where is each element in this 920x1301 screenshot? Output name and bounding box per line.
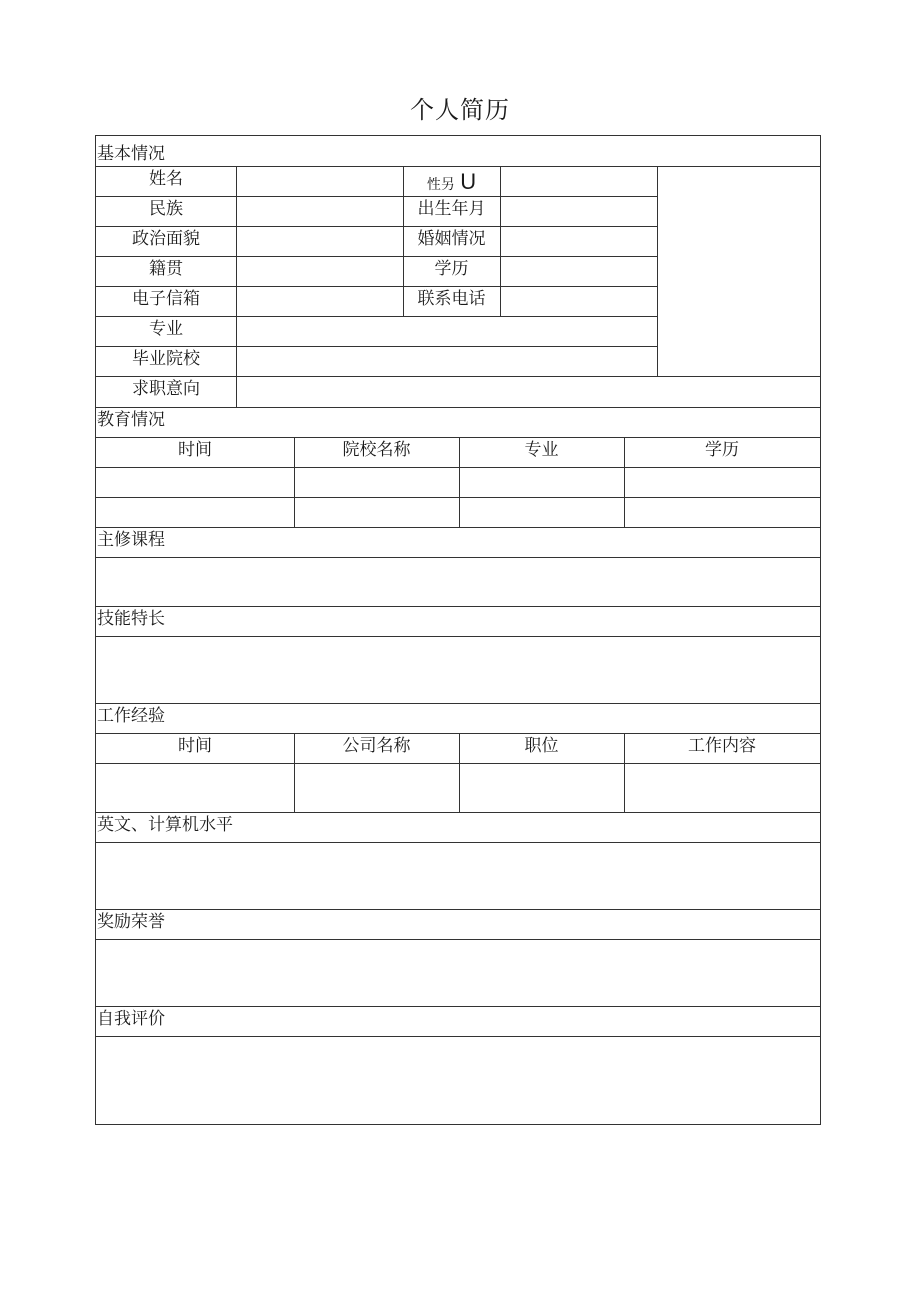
awards-field[interactable]	[96, 940, 820, 1006]
work-row-content[interactable]	[625, 764, 820, 812]
edu-row-2-school[interactable]	[295, 498, 459, 527]
label-name: 姓名	[149, 169, 183, 189]
label-job-intent: 求职意向	[132, 379, 200, 399]
edu-header-time: 时间	[178, 440, 212, 460]
label-politics: 政治面貌	[132, 229, 200, 249]
major-field[interactable]	[237, 317, 657, 346]
section-courses: 主修课程	[97, 530, 165, 550]
name-field[interactable]	[237, 167, 403, 196]
edu-header-school: 院校名称	[342, 440, 411, 460]
section-awards: 奖励荣誉	[97, 912, 165, 932]
work-header-position: 职位	[524, 736, 559, 756]
photo-area[interactable]	[658, 167, 820, 376]
school-field[interactable]	[237, 347, 657, 376]
label-birth: 出生年月	[417, 199, 486, 219]
degree-field[interactable]	[501, 257, 657, 286]
hometown-field[interactable]	[237, 257, 403, 286]
language-computer-field[interactable]	[96, 843, 820, 909]
work-row-position[interactable]	[460, 764, 624, 812]
section-work-experience: 工作经验	[97, 706, 165, 726]
work-header-company: 公司名称	[342, 736, 411, 756]
self-evaluation-field[interactable]	[96, 1037, 820, 1124]
resume-form	[95, 135, 821, 1125]
label-school: 毕业院校	[132, 349, 200, 369]
label-gender	[403, 171, 500, 195]
skills-field[interactable]	[96, 637, 820, 703]
section-education: 教育情况	[97, 410, 165, 430]
section-language-computer: 英文、计算机水平	[97, 815, 233, 835]
label-hometown: 籍贯	[149, 259, 183, 279]
label-phone: 联系电话	[417, 289, 486, 309]
section-basic-info: 基本情况	[97, 144, 165, 164]
section-skills: 技能特长	[97, 609, 165, 629]
email-field[interactable]	[237, 287, 403, 316]
phone-field[interactable]	[501, 287, 657, 316]
edu-row-1-time[interactable]	[96, 468, 294, 497]
label-ethnicity: 民族	[149, 199, 183, 219]
courses-field[interactable]	[96, 558, 820, 606]
work-row-time[interactable]	[96, 764, 294, 812]
gender-value: U	[460, 169, 477, 194]
section-self-evaluation: 自我评价	[97, 1009, 165, 1029]
gender-label-text: 性另	[426, 177, 455, 193]
page-title: 个人简历	[410, 96, 510, 124]
label-marriage: 婚姻情况	[417, 229, 486, 249]
ethnicity-field[interactable]	[237, 197, 403, 226]
label-degree: 学历	[434, 259, 469, 279]
label-email: 电子信箱	[132, 289, 200, 309]
job-intent-field[interactable]	[237, 377, 820, 407]
edu-row-1-school[interactable]	[295, 468, 459, 497]
marriage-field[interactable]	[501, 227, 657, 256]
edu-row-2-major[interactable]	[460, 498, 624, 527]
edu-header-major: 专业	[524, 440, 559, 460]
work-header-time: 时间	[178, 736, 212, 756]
edu-row-2-degree[interactable]	[625, 498, 820, 527]
edu-header-degree: 学历	[705, 440, 739, 460]
edu-row-1-degree[interactable]	[625, 468, 820, 497]
label-major: 专业	[149, 319, 183, 339]
work-row-company[interactable]	[295, 764, 459, 812]
work-header-content: 工作内容	[688, 736, 756, 756]
birth-field[interactable]	[501, 197, 657, 226]
gender-field[interactable]	[501, 167, 657, 196]
edu-row-2-time[interactable]	[96, 498, 294, 527]
politics-field[interactable]	[237, 227, 403, 256]
edu-row-1-major[interactable]	[460, 468, 624, 497]
